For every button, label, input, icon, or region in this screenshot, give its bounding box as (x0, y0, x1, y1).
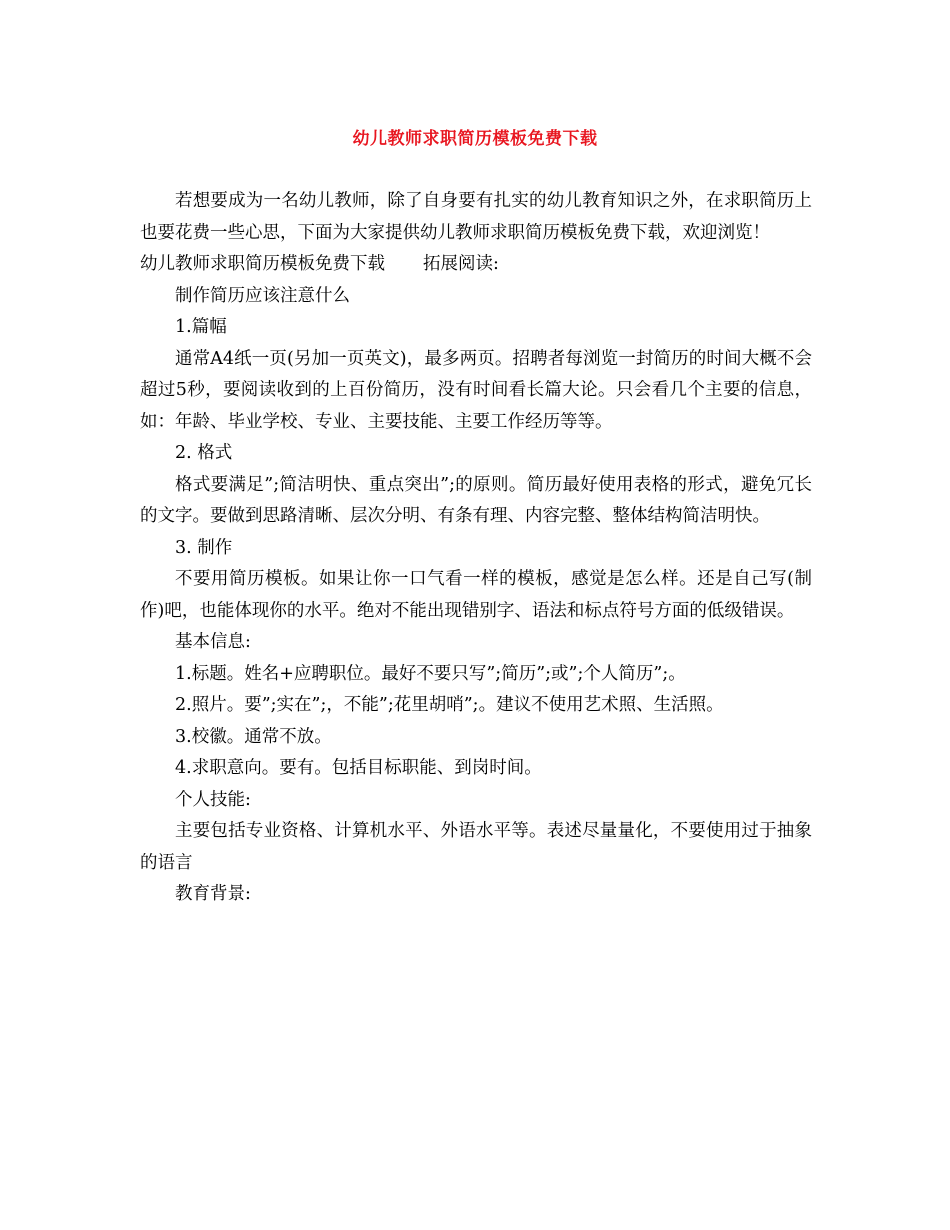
item3-paragraph: 不要用简历模板。如果让你一口气看一样的模板，感觉是怎么样。还是自己写(制作)吧，也能体现你的水平。绝对不能出现错别字、语法和标点符号方面的低级错误。 (140, 569, 812, 621)
subline-left: 幼儿教师求职简历模板免费下载 (140, 254, 385, 274)
subline (140, 249, 812, 281)
basic-info-item-3: 3.校徽。通常不放。 (175, 726, 332, 747)
subline-right: 拓展阅读: (423, 254, 499, 274)
item2-paragraph: 格式要满足”;简洁明快、重点突出”;的原则。简历最好使用表格的形式，避免冗长的文字。要做到思路清晰、层次分明、有条有理、内容完整、整体结构简洁明快。 (140, 474, 812, 526)
item2-heading: 2. 格式 (175, 443, 233, 463)
skills-heading: 个人技能: (175, 789, 251, 810)
document-body (140, 186, 812, 911)
basic-info-heading: 基本信息: (175, 632, 251, 652)
intro-paragraph: 若想要成为一名幼儿教师，除了自身要有扎实的幼儿教育知识之外，在求职简历上也要花费一些心思，下面为大家提供幼儿教师求职简历模板免费下载，欢迎浏览！ (140, 191, 812, 243)
section-heading: 制作简历应该注意什么 (175, 285, 350, 306)
education-heading: 教育背景: (175, 884, 251, 904)
item1-heading: 1.篇幅 (175, 317, 227, 337)
basic-info-item-4: 4.求职意向。要有。包括目标职能、到岗时间。 (175, 758, 542, 778)
basic-info-item-2: 2.照片。要”;实在”;，不能”;花里胡哨”;。建议不使用艺术照、生活照。 (175, 695, 724, 715)
item1-paragraph: 通常A4纸一页(另加一页英文)，最多两页。招聘者每浏览一封简历的时间大概不会超过5秒，要阅读收到的上百份简历，没有时间看长篇大论。只会看几个主要的信息，如：年龄、毕业学校、专业、主要技能、主要工作经历等等。 (140, 348, 812, 432)
item3-heading: 3. 制作 (175, 537, 233, 558)
document-title: 幼儿教师求职简历模板免费下载 (352, 129, 598, 149)
skills-paragraph: 主要包括专业资格、计算机水平、外语水平等。表述尽量量化，不要使用过于抽象的语言 (140, 821, 812, 873)
basic-info-item-1: 1.标题。姓名+应聘职位。最好不要只写”;简历”;或”;个人简历”;。 (175, 663, 686, 684)
